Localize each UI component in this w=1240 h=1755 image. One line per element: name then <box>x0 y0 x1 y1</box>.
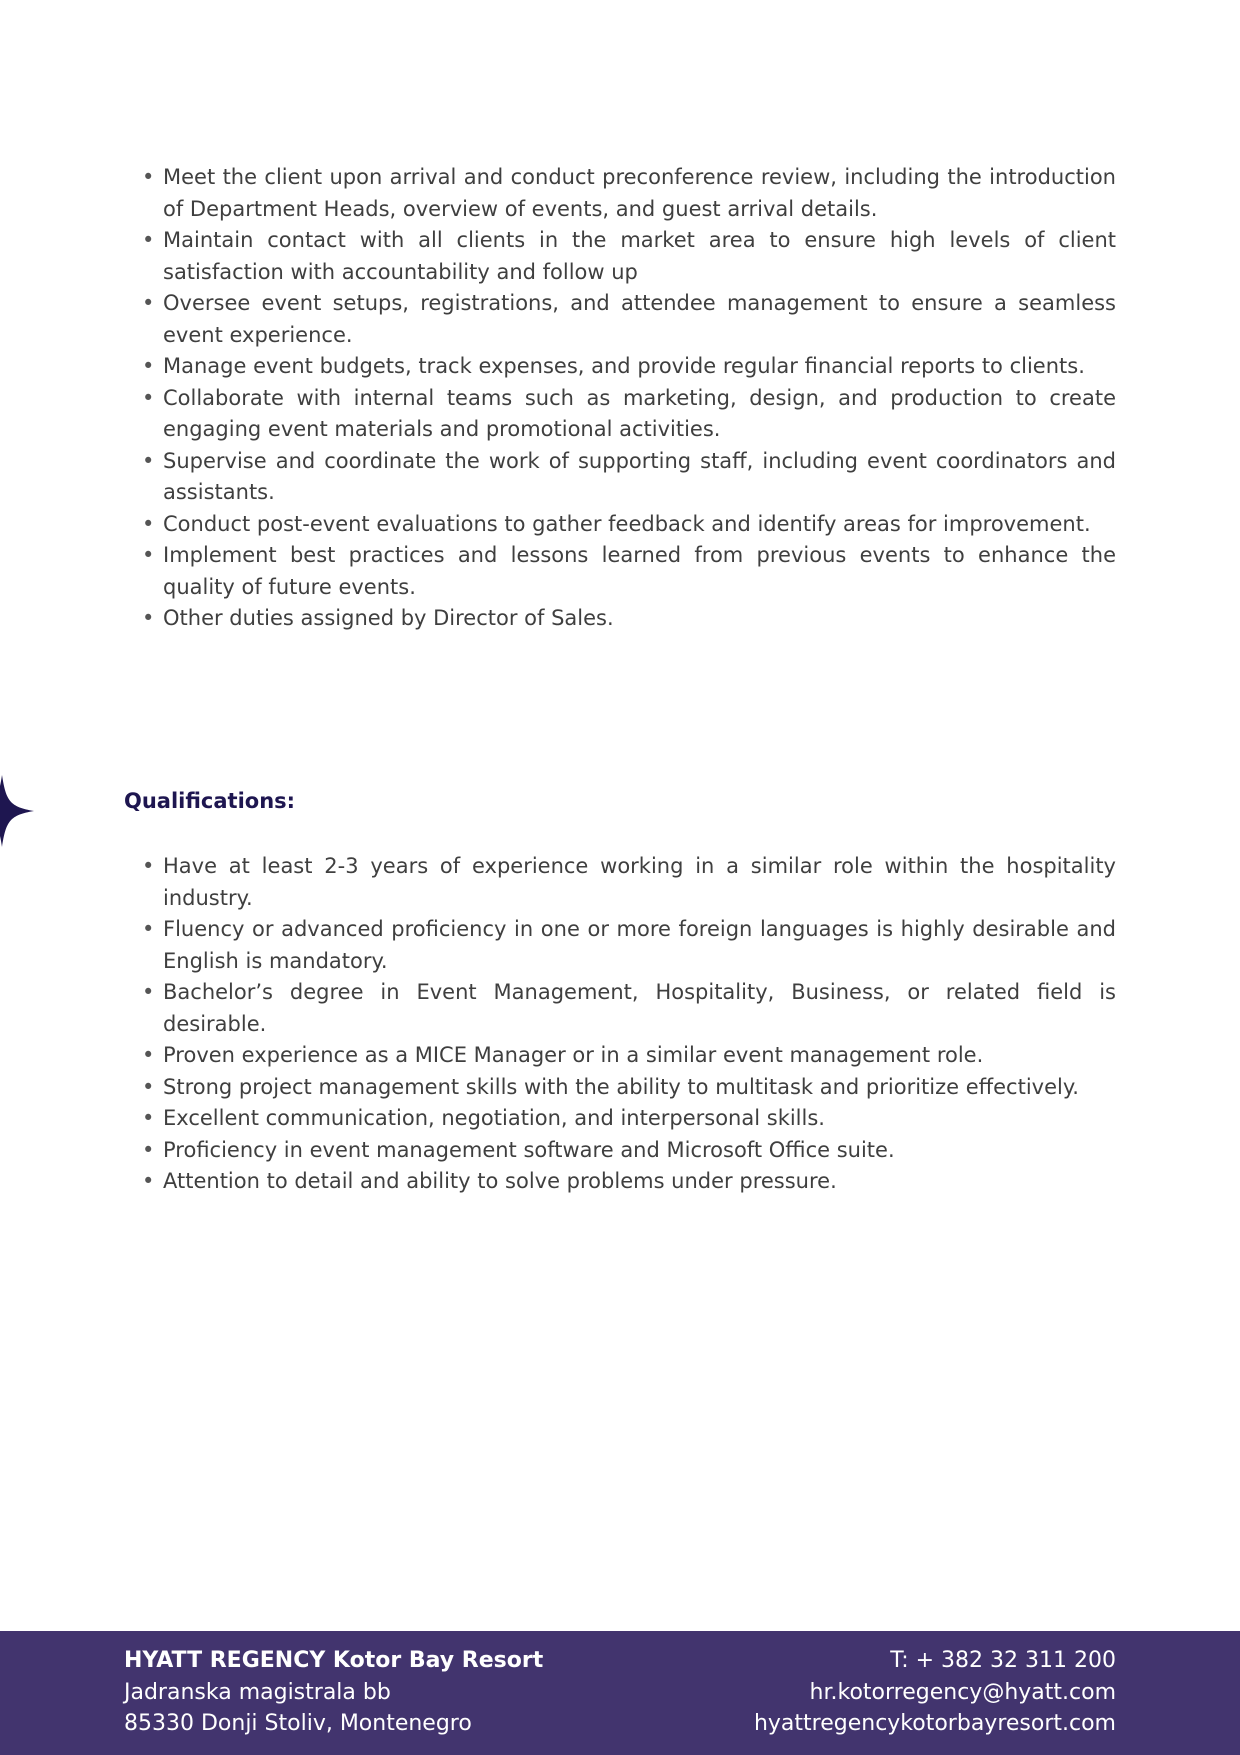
website-link[interactable]: hyattregencykotorbayresort.com <box>753 1711 1116 1736</box>
list-item: • Have at least 2-3 years of experience working in a similar role within the hospitality industry. <box>124 851 1116 914</box>
list-item: • Bachelor’s degree in Event Management, Hospitality, Business, or related field is desirable. <box>124 977 1116 1040</box>
list-item: • Excellent communication, negotiation, and interpersonal skills. <box>124 1103 1116 1135</box>
list-item: • Meet the client upon arrival and conduct preconference review, including the introduction of Department Heads, overview of events, and guest arrival details. <box>124 162 1116 225</box>
footer-contact-block <box>754 1645 1116 1740</box>
decorative-star-icon <box>0 775 34 847</box>
page-footer <box>0 1631 1240 1755</box>
list-item: • Attention to detail and ability to solve problems under pressure. <box>124 1166 1116 1198</box>
list-item: • Proven experience as a MICE Manager or in a similar event management role. <box>124 1040 1116 1072</box>
phone-number: T: + 382 32 311 200 <box>890 1648 1116 1673</box>
list-item: • Other duties assigned by Director of Sales. <box>124 603 1116 635</box>
list-item: • Conduct post-event evaluations to gather feedback and identify areas for improvement. <box>124 509 1116 541</box>
qualifications-heading: Qualifications: <box>124 789 296 813</box>
responsibilities-list <box>124 162 1116 635</box>
responsibilities-section <box>124 162 1116 635</box>
list-item: • Supervise and coordinate the work of supporting staff, including event coordinators and assistants. <box>124 446 1116 509</box>
qualifications-list <box>124 851 1116 1198</box>
list-item: • Collaborate with internal teams such as marketing, design, and production to create engaging event materials and promotional activities. <box>124 383 1116 446</box>
list-item: • Maintain contact with all clients in the market area to ensure high levels of client satisfaction with accountability and follow up <box>124 225 1116 288</box>
list-item: • Strong project management skills with the ability to multitask and prioritize effectively. <box>124 1072 1116 1104</box>
list-item: • Manage event budgets, track expenses, and provide regular financial reports to clients. <box>124 351 1116 383</box>
address-line-2: 85330 Donji Stoliv, Montenegro <box>124 1711 472 1736</box>
footer-address-block <box>124 1645 543 1740</box>
list-item: • Implement best practices and lessons learned from previous events to enhance the quality of future events. <box>124 540 1116 603</box>
list-item: • Oversee event setups, registrations, and attendee management to ensure a seamless event experience. <box>124 288 1116 351</box>
address-line-1: Jadranska magistrala bb <box>124 1679 391 1705</box>
email-link[interactable]: hr.kotorregency@hyatt.com <box>809 1679 1116 1705</box>
list-item: • Proficiency in event management software and Microsoft Office suite. <box>124 1135 1116 1167</box>
list-item: • Fluency or advanced proficiency in one or more foreign languages is highly desirable and English is mandatory. <box>124 914 1116 977</box>
hotel-name: HYATT REGENCY Kotor Bay Resort <box>124 1648 544 1673</box>
qualifications-section <box>124 851 1116 1198</box>
